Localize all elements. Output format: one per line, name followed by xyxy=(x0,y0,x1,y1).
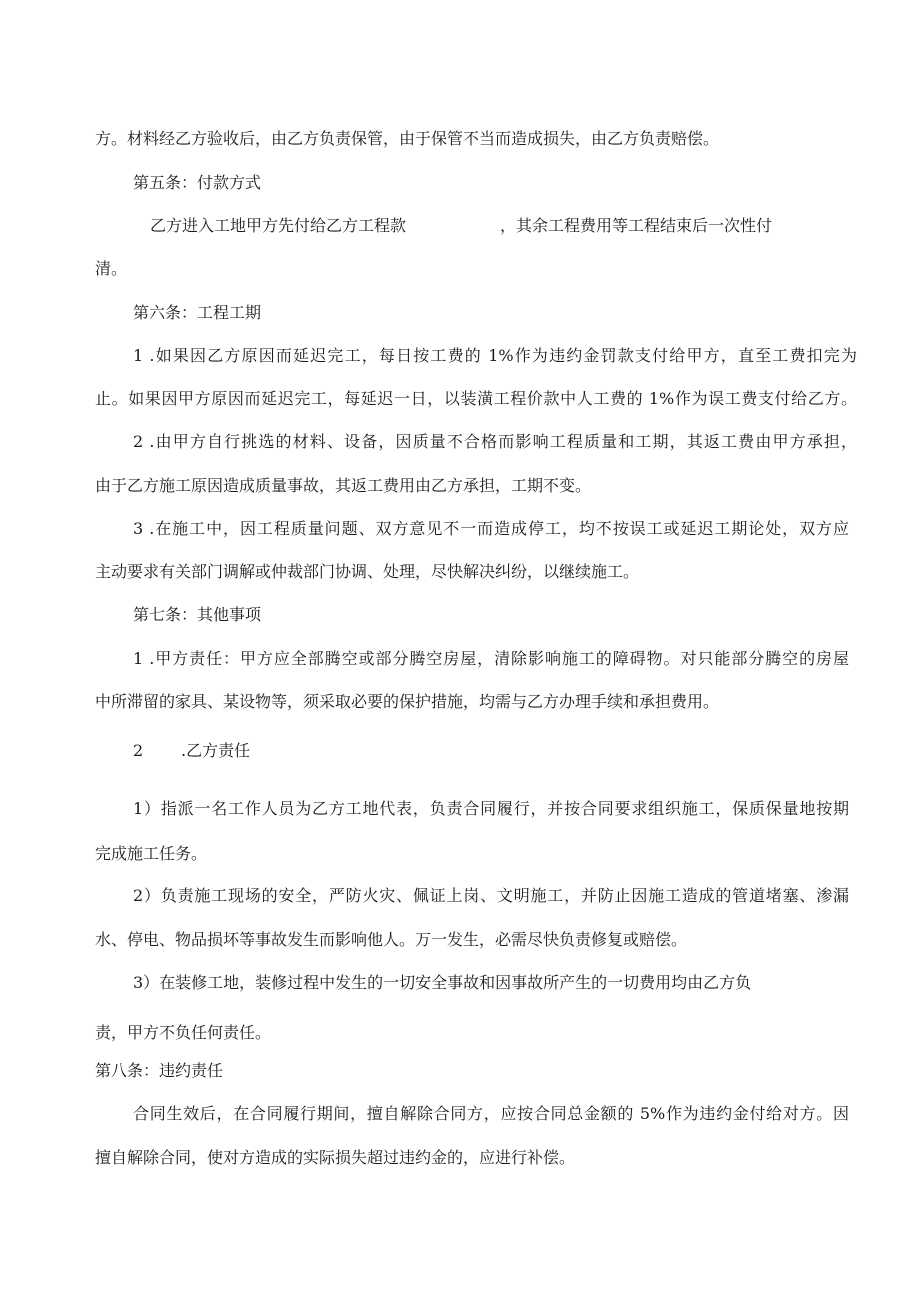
text-line: 止。如果因甲方原因而延迟完工，每延迟一日，以装潢工程价款中人工费的 1%作为误工费支付给乙方。 xyxy=(95,389,857,408)
text-line: 3）在装修工地，装修过程中发生的一切安全事故和因事故所产生的一切费用均由乙方负 xyxy=(133,973,752,992)
section-heading-6: 第六条：工程工期 xyxy=(133,303,262,322)
text-line: 主动要求有关部门调解或仲裁部门协调、处理，尽快解决纠纷，以继续施工。 xyxy=(95,562,640,581)
text-line: 由于乙方施工原因造成质量事故，其返工费用由乙方承担，工期不变。 xyxy=(95,476,592,495)
text-line: 擅自解除合同，使对方造成的实际损失超过违约金的，应进行补偿。 xyxy=(95,1148,576,1167)
section-heading-5: 第五条：付款方式 xyxy=(133,173,262,192)
text-line: 清。 xyxy=(95,259,128,278)
text-line: 责，甲方不负任何责任。 xyxy=(95,1023,272,1042)
list-number: 2 xyxy=(133,741,144,760)
text-line: 3 .在施工中，因工程质量问题、双方意见不一而造成停工，均不按误工或延迟工期论处，双方应 xyxy=(133,519,849,538)
text-line: 乙方进入工地甲方先付给乙方工程款 xyxy=(150,216,407,235)
section-heading-8: 第八条：违约责任 xyxy=(95,1061,224,1080)
text-line: 1 .甲方责任：甲方应全部腾空或部分腾空房屋，清除影响施工的障碍物。对只能部分腾空的房屋 xyxy=(133,649,849,668)
text-line: 合同生效后，在合同履行期间，擅自解除合同方，应按合同总金额的 5%作为违约金付给对方。因 xyxy=(133,1104,849,1123)
text-line: 完成施工任务。 xyxy=(95,844,208,863)
text-line: 1）指派一名工作人员为乙方工地代表，负责合同履行，并按合同要求组织施工，保质保量地按期 xyxy=(133,799,849,818)
text-line: ，其余工程费用等工程结束后一次性付 xyxy=(500,216,773,235)
text-line: 方。材料经乙方验收后，由乙方负责保管，由于保管不当而造成损失，由乙方负责赔偿。 xyxy=(95,129,720,148)
text-line: 中所滞留的家具、某设物等，须采取必要的保护措施，均需与乙方办理手续和承担费用。 xyxy=(95,692,720,711)
text-line: 水、停电、物品损坏等事故发生而影响他人。万一发生，必需尽快负责修复或赔偿。 xyxy=(95,930,688,949)
text-line: 1 .如果因乙方原因而延迟完工，每日按工费的 1%作为违约金罚款支付给甲方，直至工费扣完为 xyxy=(133,346,857,365)
text-line: .乙方责任 xyxy=(181,741,251,760)
text-line: 2 .由甲方自行挑选的材料、设备，因质量不合格而影响工程质量和工期，其返工费由甲方承担， xyxy=(133,432,857,451)
text-line: 2）负责施工现场的安全，严防火灾、佩证上岗、文明施工，并防止因施工造成的管道堵塞、渗漏 xyxy=(133,886,849,905)
section-heading-7: 第七条：其他事项 xyxy=(133,605,262,624)
